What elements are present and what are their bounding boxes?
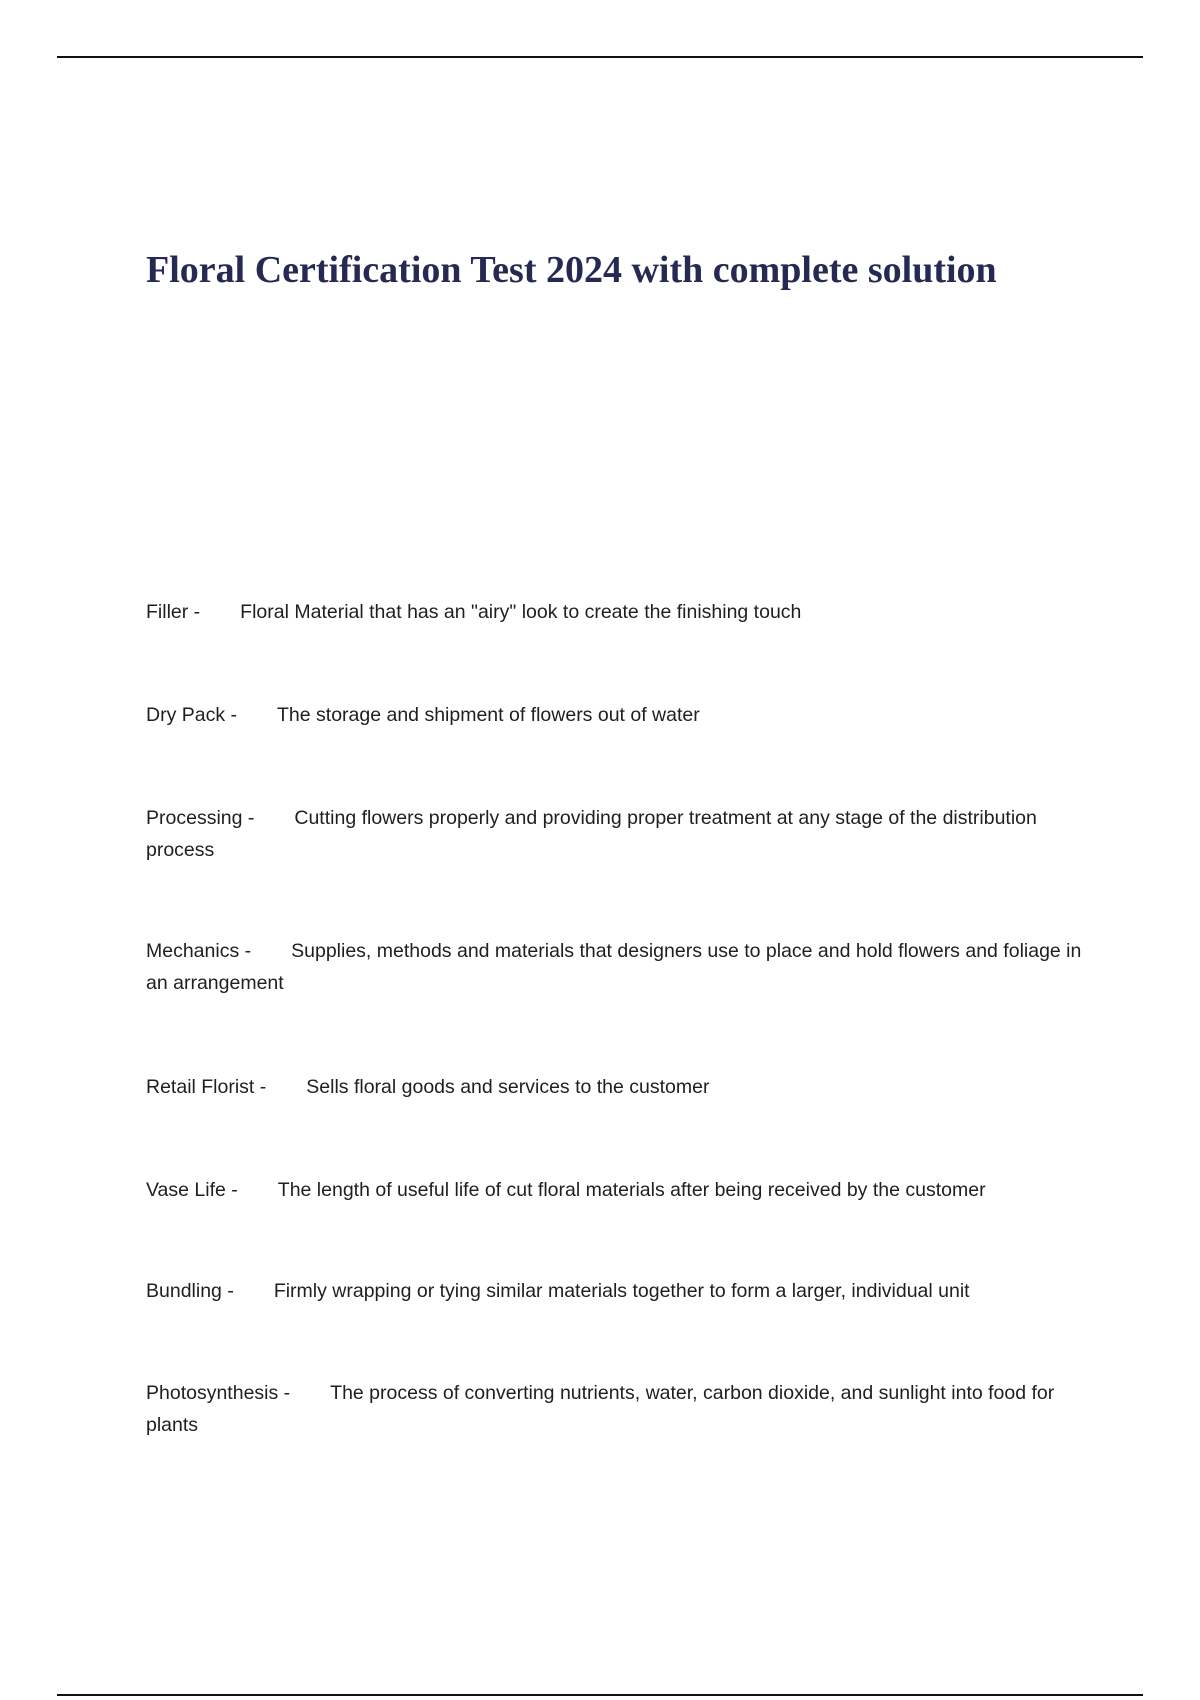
entry-term: Processing - [146, 807, 255, 829]
header-rule [57, 56, 1143, 58]
glossary-entry [146, 1275, 1086, 1307]
entry-definition: The length of useful life of cut floral materials after being received by the customer [277, 1179, 986, 1201]
entry-definition: Cutting flowers properly and providing proper treatment at any stage of the distribution process [146, 807, 1037, 861]
footer-rule [57, 1694, 1143, 1696]
entry-definition: Firmly wrapping or tying similar materials together to form a larger, individual unit [273, 1280, 970, 1302]
entry-term: Vase Life - [146, 1179, 238, 1201]
entry-definition: Sells floral goods and services to the customer [306, 1076, 710, 1098]
glossary-entry [146, 1377, 1086, 1441]
entry-term: Mechanics - [146, 940, 252, 962]
glossary-entry [146, 1174, 1086, 1206]
glossary-entry [146, 935, 1086, 999]
glossary-entry [146, 1071, 1086, 1103]
entry-term: Bundling - [146, 1280, 234, 1302]
document-title: Floral Certification Test 2024 with complete solution [146, 249, 997, 291]
entry-definition: Supplies, methods and materials that designers use to place and hold flowers and foliage in an arrangement [146, 940, 1082, 994]
glossary-entry [146, 699, 1086, 731]
entry-term: Dry Pack - [146, 704, 238, 726]
entry-term: Photosynthesis - [146, 1382, 291, 1404]
entry-term: Retail Florist - [146, 1076, 267, 1098]
glossary-entry [146, 802, 1086, 866]
entry-definition: The storage and shipment of flowers out of water [277, 704, 700, 726]
entry-definition: Floral Material that has an "airy" look to create the finishing touch [240, 601, 802, 623]
glossary-entry [146, 596, 1086, 628]
entry-definition: The process of converting nutrients, water, carbon dioxide, and sunlight into food for plants [146, 1382, 1055, 1436]
entry-term: Filler - [146, 601, 201, 623]
